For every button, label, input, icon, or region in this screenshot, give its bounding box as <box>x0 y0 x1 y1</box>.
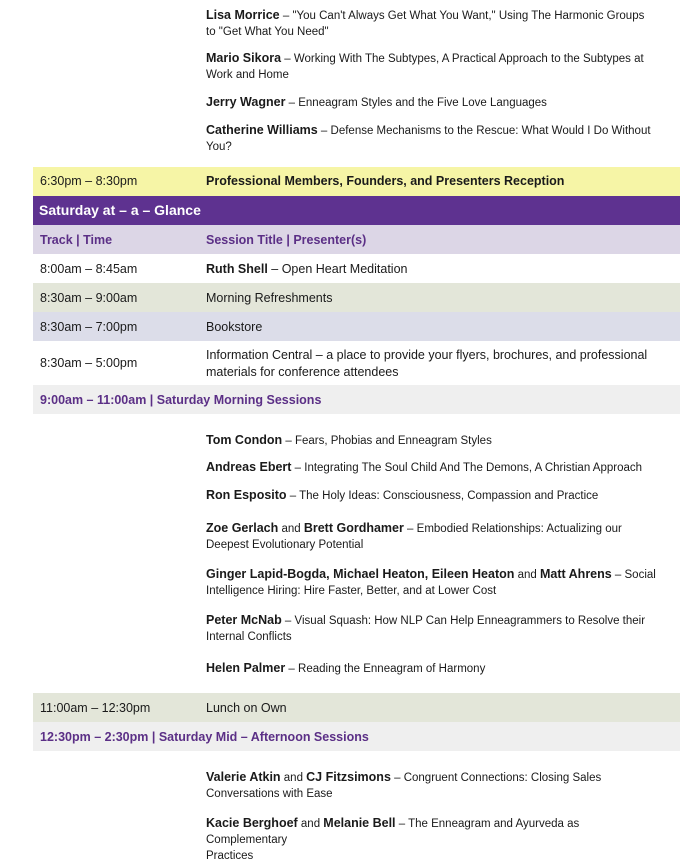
schedule-title: Morning Refreshments <box>206 291 333 305</box>
talk-title-cont: Conversations with Ease <box>206 788 333 800</box>
separator: – <box>291 462 305 474</box>
separator: – <box>286 490 300 502</box>
schedule-row <box>33 254 680 283</box>
schedule-time: 8:00am – 8:45am <box>40 262 138 276</box>
lunch-row <box>33 693 680 722</box>
saturday-header-title: Saturday at – a – Glance <box>39 202 201 218</box>
session-title: Information Central – a place to provide your flyers, brochures, and professional <box>206 348 648 362</box>
separator: – <box>282 435 295 447</box>
talk-title-cont: Internal Conflicts <box>206 631 292 643</box>
presenter-name: Brett Gordhamer <box>303 521 404 535</box>
talk-title: Social <box>624 569 656 581</box>
morning-talk <box>206 660 661 677</box>
presenter-name: Zoe Gerlach <box>206 521 279 535</box>
midday-sessions-title: 12:30pm – 2:30pm | Saturday Mid – Afternoon Sessions <box>40 730 369 744</box>
talk-title: The Enneagram and Ayurveda as Complementary <box>206 818 580 846</box>
separator: – <box>281 53 294 65</box>
talk-title-cont: Intelligence Hiring: Hire Faster, Better, and at Lower Cost <box>206 585 497 597</box>
presenter-name: Andreas Ebert <box>206 460 292 474</box>
separator: – <box>611 569 625 581</box>
morning-talk <box>206 566 676 599</box>
talk-title: Congruent Connections: Closing Sales <box>403 772 602 784</box>
friday-talk <box>206 50 661 83</box>
separator: – <box>285 97 299 109</box>
morning-talk <box>206 520 661 553</box>
session-header: Session Title | Presenter(s) <box>206 233 367 247</box>
friday-talk <box>206 7 661 40</box>
lunch-title: Lunch on Own <box>206 701 287 715</box>
presenter-name: Ron Esposito <box>206 488 287 502</box>
talk-title: The Holy Ideas: Consciousness, Compassion and Practice <box>299 490 599 502</box>
talk-title: Enneagram Styles and the Five Love Languages <box>298 97 547 109</box>
conjunction: and <box>297 818 324 830</box>
presenter-name: Melanie Bell <box>323 816 396 830</box>
schedule-title <box>206 347 676 381</box>
presenter-name: Mario Sikora <box>206 51 282 65</box>
saturday-header <box>33 196 680 225</box>
session-title: – Open Heart Meditation <box>267 262 408 276</box>
presenter-name: Tom Condon <box>206 433 283 447</box>
separator: – <box>279 10 293 22</box>
midday-talk <box>206 815 661 864</box>
talk-title-cont: to "Get What You Need" <box>206 26 329 38</box>
lunch-time: 11:00am – 12:30pm <box>40 701 151 715</box>
schedule-title: Bookstore <box>206 320 263 334</box>
talk-title-cont: You? <box>206 141 232 153</box>
separator: – <box>390 772 404 784</box>
talk-title: Working With The Subtypes, A Practical Approach to the Subtypes at <box>293 53 644 65</box>
morning-sessions-title: 9:00am – 11:00am | Saturday Morning Sessions <box>40 393 322 407</box>
conjunction: and <box>278 523 304 535</box>
column-header-row <box>33 225 680 254</box>
session-title-cont: materials for conference attendees <box>206 365 399 379</box>
schedule-time: 8:30am – 9:00am <box>40 291 138 305</box>
reception-row <box>33 167 680 196</box>
schedule-time: 8:30am – 5:00pm <box>40 356 138 370</box>
talk-title-cont: Work and Home <box>206 69 289 81</box>
schedule-row <box>33 341 680 385</box>
presenter-name: Ginger Lapid-Bogda, Michael Heaton, Eileen Heaton <box>206 567 515 581</box>
separator: – <box>281 615 295 627</box>
track-time-header: Track | Time <box>40 233 113 247</box>
talk-title: Embodied Relationships: Actualizing our <box>416 523 622 535</box>
separator: – <box>317 125 331 137</box>
midday-talk <box>206 769 661 802</box>
schedule-row <box>33 283 680 312</box>
morning-talk <box>206 487 661 504</box>
talk-title: Visual Squash: How NLP Can Help Enneagrammers to Resolve their <box>294 615 646 627</box>
friday-talk <box>206 94 661 111</box>
reception-time: 6:30pm – 8:30pm <box>40 174 138 188</box>
conjunction: and <box>280 772 307 784</box>
friday-talk <box>206 122 661 155</box>
morning-talk <box>206 612 661 645</box>
talk-title: Defense Mechanisms to the Rescue: What Would I Do Without <box>330 125 651 137</box>
presenter-name: Lisa Morrice <box>206 8 280 22</box>
talk-title-cont: Practices <box>206 850 254 862</box>
presenter-name: Ruth Shell <box>206 262 268 276</box>
talk-title: Integrating The Soul Child And The Demons, A Christian Approach <box>304 462 643 474</box>
morning-sessions-header <box>33 385 680 414</box>
presenter-name: Kacie Berghoef <box>206 816 298 830</box>
separator: – <box>285 663 299 675</box>
separator: – <box>403 523 417 535</box>
talk-title: "You Can't Always Get What You Want," Using The Harmonic Groups <box>292 10 645 22</box>
presenter-name: Valerie Atkin <box>206 770 281 784</box>
reception-title: Professional Members, Founders, and Presenters Reception <box>206 174 565 188</box>
schedule-time: 8:30am – 7:00pm <box>40 320 138 334</box>
presenter-name: Catherine Williams <box>206 123 318 137</box>
schedule-title <box>206 262 407 276</box>
midday-sessions-header <box>33 722 680 751</box>
morning-talk <box>206 459 661 476</box>
talk-title: Fears, Phobias and Enneagram Styles <box>294 435 492 447</box>
presenter-name: Helen Palmer <box>206 661 286 675</box>
morning-talk <box>206 432 661 449</box>
presenter-name: Matt Ahrens <box>539 567 612 581</box>
separator: – <box>395 818 409 830</box>
talk-title: Reading the Enneagram of Harmony <box>298 663 486 675</box>
presenter-name: Peter McNab <box>206 613 282 627</box>
presenter-name: Jerry Wagner <box>206 95 286 109</box>
talk-title-cont: Deepest Evolutionary Potential <box>206 539 364 551</box>
conjunction: and <box>514 569 540 581</box>
schedule-row <box>33 312 680 341</box>
presenter-name: CJ Fitzsimons <box>306 770 391 784</box>
